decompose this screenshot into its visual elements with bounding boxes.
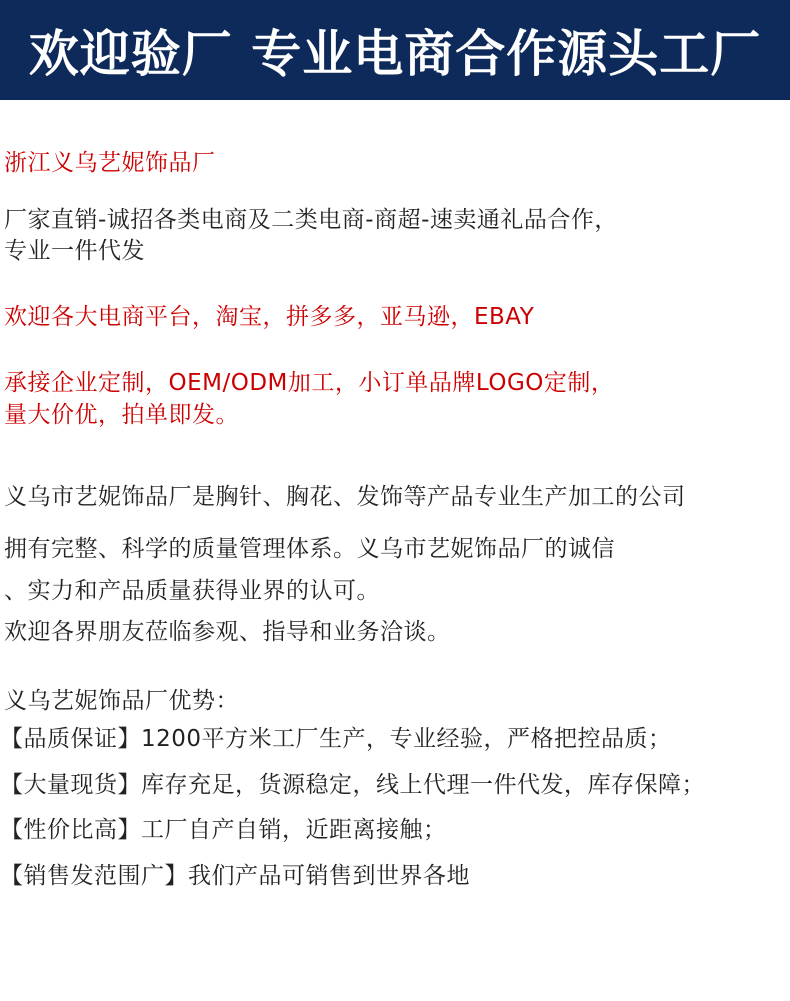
advantages-heading: 义乌艺妮饰品厂优势： [4, 688, 239, 714]
advantage-item-stock: 【大量现货】库存充足，货源稳定，线上代理一件代发，库存保障； [0, 772, 705, 798]
about-line-2: 拥有完整、科学的质量管理体系。义乌市艺妮饰品厂的诚信 [4, 536, 615, 562]
advantage-item-coverage: 【销售发范围广】我们产品可销售到世界各地 [0, 863, 470, 889]
advantage-item-quality: 【品质保证】1200平方米工厂生产，专业经验，严格把控品质； [0, 726, 672, 752]
header-banner [0, 0, 790, 100]
direct-sales-line-2: 专业一件代发 [4, 238, 145, 264]
advantage-item-value: 【性价比高】工厂自产自销，近距离接触； [0, 817, 447, 843]
platforms-line: 欢迎各大电商平台，淘宝，拼多多，亚马逊，EBAY [4, 304, 535, 330]
direct-sales-line-1: 厂家直销-诚招各类电商及二类电商-商超-速卖通礼品合作， [4, 207, 618, 233]
banner-title: 欢迎验厂 专业电商合作源头工厂 [28, 25, 762, 83]
custom-line-1: 承接企业定制，OEM/ODM加工，小订单品牌LOGO定制， [4, 370, 615, 396]
about-line-1: 义乌市艺妮饰品厂是胸针、胸花、发饰等产品专业生产加工的公司 [4, 484, 686, 510]
company-name: 浙江义乌艺妮饰品厂 [4, 150, 216, 176]
about-line-3: 、实力和产品质量获得业界的认可。 [4, 578, 380, 604]
about-line-4: 欢迎各界朋友莅临参观、指导和业务洽谈。 [4, 619, 451, 645]
custom-line-2: 量大价优，拍单即发。 [4, 402, 239, 428]
